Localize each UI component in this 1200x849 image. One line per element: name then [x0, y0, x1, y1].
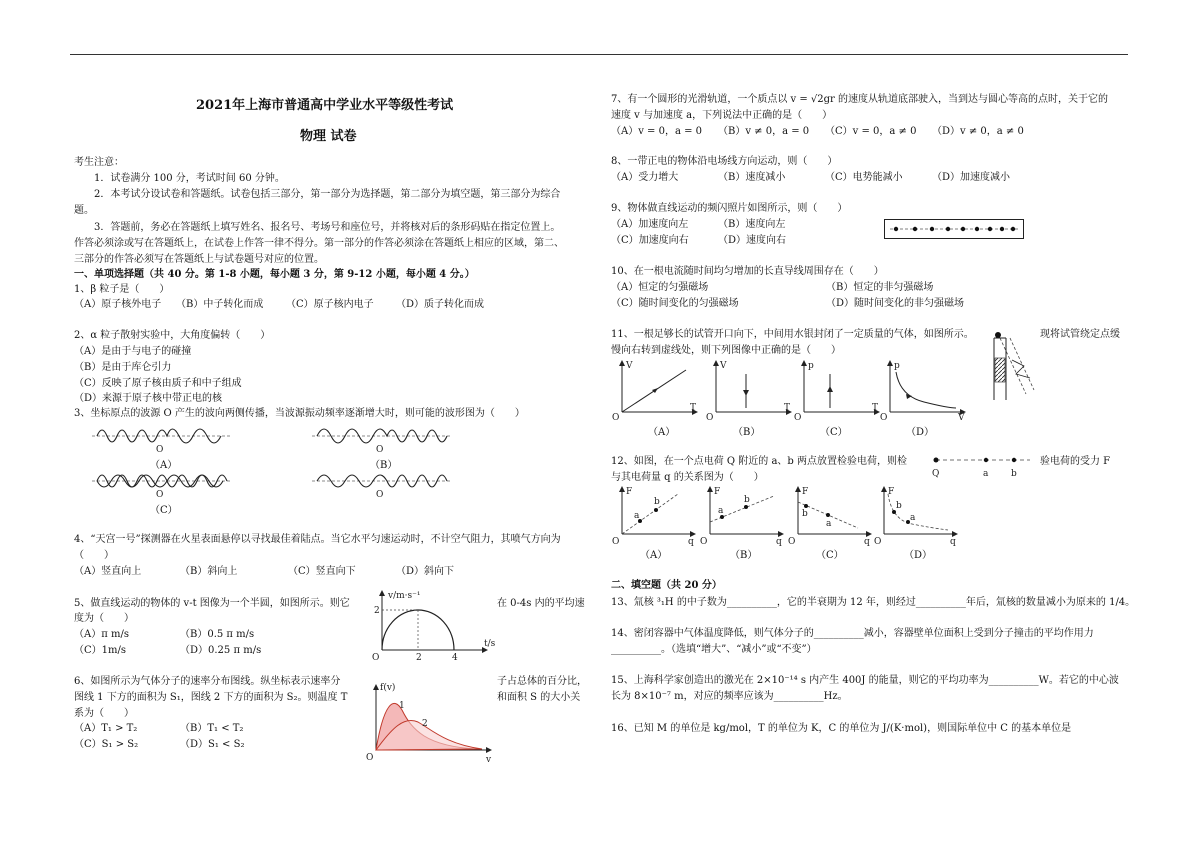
q3-label-c: （C） [150, 505, 178, 516]
q4-option-d: （D）斜向下 [396, 566, 455, 577]
q6-option-c: （C）S₁ > S₂ [74, 739, 139, 750]
q7-stem-cont: 速度 v 与加速度 a，下列说法中正确的是（ ） [611, 110, 833, 121]
svg-text:O: O [156, 445, 164, 455]
q12-graph-d [874, 486, 958, 547]
q2-stem: 2、α 粒子散射实验中，大角度偏转（ ） [74, 330, 271, 341]
q1-option-b: （B）中子转化而成 [176, 299, 264, 310]
notes-heading: 考生注意： [74, 157, 124, 168]
q12d-F: F [888, 487, 895, 497]
q3-stem: 3、坐标原点的波源 O 产生的波向两侧传播，当波源振动频率逐渐增大时，则可能的波形图为（ ） [74, 408, 525, 419]
q5-stem: 5、做直线运动的物体的 v-t 图像为一个半圆，如图所示。则它 [74, 598, 350, 609]
q11-stem-cont: 慢向右转到虚线处，则下列图像中正确的是（ ） [611, 345, 841, 356]
top-rule [70, 54, 1128, 55]
q12-stem-right: 验电荷的受力 F [1040, 456, 1111, 467]
q9-option-a: （A）加速度向左 [611, 219, 689, 230]
q12-label-b: （B） [730, 550, 758, 561]
q8-option-c: （C）电势能减小 [825, 172, 903, 183]
q4-option-a: （A）竖直向上 [74, 566, 142, 577]
q1-option-a: （A）原子核外电子 [74, 299, 162, 310]
q2-option-a: （A）是由于与电子的碰撞 [74, 346, 192, 357]
q12b-q: q [776, 537, 782, 547]
q12b-F: F [714, 487, 721, 497]
q5-vt-graph [370, 590, 496, 663]
q12a-O: O [612, 537, 620, 547]
q4-option-c: （C）竖直向下 [288, 566, 356, 577]
q11-label-a: （A） [648, 427, 676, 438]
q5-origin: O [372, 653, 380, 663]
note-3-cont2: 三部分的作答必须写在答题纸上与试卷题号对应的位置。 [74, 254, 324, 265]
q9-stem: 9、物体做直线运动的频闪照片如图所示，则（ ） [611, 203, 848, 214]
q15-line1: 15、上海科学家创造出的激光在 2×10⁻¹⁴ s 内产生 400J 的能量，则它的平均功率为__________W。若它的中心波 [611, 675, 1119, 686]
q12d-a: a [910, 513, 916, 523]
q6-curve-1-label: 1 [399, 701, 405, 711]
q6-xlabel: v [486, 755, 492, 765]
q2-option-d: （D）来源于原子核中带正电的核 [74, 393, 223, 404]
q6-option-d: （D）S₁ < S₂ [180, 739, 245, 750]
q8-option-a: （A）受力增大 [611, 172, 679, 183]
q4-stem: 4、“天宫一号”探测器在火星表面悬停以寻找最佳着陆点。当它水平匀速运动时，不计空气阻力，其喷气方向为 [74, 534, 561, 545]
q5-option-a: （A）π m/s [74, 629, 129, 640]
q12b-b: b [744, 495, 750, 505]
q10-option-c: （C）随时间变化的匀强磁场 [611, 298, 739, 309]
q6-option-a: （A）T₁ > T₂ [74, 723, 138, 734]
q3-wave-d [312, 467, 452, 503]
q11-stem-right: 现将试管绕定点缓 [1040, 329, 1120, 340]
q7-option-d: （D）v ≠ 0，a ≠ 0 [932, 126, 1024, 137]
q5-ylabel: v/m·s⁻¹ [388, 591, 421, 601]
q2-option-b: （B）是由于库仑引力 [74, 362, 172, 373]
q6-stem-right: 子占总体的百分比， [497, 676, 587, 687]
q12c-F: F [802, 487, 809, 497]
q6-stem-cont2: 系为（ ） [74, 708, 134, 719]
note-3-cont1: 作答必须涂或写在答题纸上，在试卷上作答一律不得分。第一部分的作答必须涂在答题纸上相应的区域，第二、 [74, 238, 564, 249]
q5-option-b: （B）0.5 π m/s [180, 629, 255, 640]
q12-graph-a [612, 486, 696, 547]
q11c-origin: O [794, 413, 802, 423]
q8-stem: 8、一带正电的物体沿电场线方向运动，则（ ） [611, 156, 838, 167]
q5-option-c: （C）1m/s [74, 645, 126, 656]
svg-text:O: O [376, 490, 384, 500]
q6-origin: O [366, 753, 374, 763]
q12-graph-b [700, 486, 784, 547]
note-3: 3．答题前，务必在答题纸上填写姓名、报名号、考场号和座位号，并将核对后的条形码贴在指定位置上。 [94, 222, 561, 233]
q12-label-c: （C） [816, 550, 844, 561]
q14-line2: __________。（选填“增大”、“减小”或“不变”） [611, 644, 817, 655]
q11-label-c: （C） [820, 427, 848, 438]
q6-stem-cont-right: 和面积 S 的大小关 [497, 692, 581, 703]
exam-title: 2021年上海市普通高中学业水平等级性考试 [196, 98, 454, 113]
q11-label-b: （B） [733, 427, 761, 438]
q5-xtick-2: 2 [416, 653, 422, 663]
note-1: 1．试卷满分 100 分，考试时间 60 分钟。 [94, 173, 285, 184]
q12-label-a: （A） [640, 550, 668, 561]
q6-stem-cont: 图线 1 下方的面积为 S₁，图线 2 下方的面积为 S₂。则温度 T [74, 692, 348, 703]
q12b-O: O [700, 537, 708, 547]
q1-option-d: （D）质子转化而成 [396, 299, 485, 310]
q5-xtick-4: 4 [452, 653, 458, 663]
note-2: 2．本考试分设试卷和答题纸。试卷包括三部分，第一部分为选择题，第二部分为填空题，第三部分为综合 [94, 189, 561, 200]
q11d-xlabel: V [958, 413, 965, 423]
section-1-heading: 一、单项选择题（共 40 分。第 1-8 小题，每小题 3 分，第 9-12 小题，每小题 4 分。） [74, 269, 475, 280]
q11a-ylabel: V [626, 361, 633, 371]
q7-option-c: （C）v = 0，a ≠ 0 [825, 126, 917, 137]
q15-line2: 长为 8×10⁻⁷ m，对应的频率应该为__________Hz。 [611, 691, 848, 702]
q1-option-c: （C）原子核内电子 [286, 299, 374, 310]
q9-option-d: （D）速度向右 [718, 235, 787, 246]
q12-label-d: （D） [904, 550, 933, 561]
q12d-b: b [896, 501, 902, 511]
q3-label-b: （B） [370, 460, 398, 471]
q12c-b: b [802, 509, 808, 519]
q11c-xlabel: T [872, 403, 879, 413]
q11d-origin: O [880, 413, 888, 423]
q11-stem: 11、一根足够长的试管开口向下，中间用水银封闭了一定质量的气体，如图所示。 [611, 329, 974, 340]
q11b-origin: O [706, 413, 714, 423]
q11b-xlabel: T [784, 403, 791, 413]
svg-text:O: O [376, 445, 384, 455]
q11-label-d: （D） [906, 427, 935, 438]
q3-wave-c [92, 467, 232, 503]
q12-stem-cont: 与其电荷量 q 的关系图为（ ） [611, 472, 764, 483]
q11-graph-a [612, 360, 698, 422]
q6-distribution-graph [366, 682, 496, 765]
q11d-ylabel: p [894, 361, 900, 371]
note-2-cont: 题。 [74, 205, 94, 216]
q11b-ylabel: V [720, 361, 727, 371]
q3-wave-a [92, 420, 232, 456]
q11a-xlabel: T [690, 403, 697, 413]
q8-option-d: （D）加速度减小 [932, 172, 1011, 183]
q12b-a: a [718, 506, 724, 516]
q10-option-b: （B）恒定的非匀强磁场 [826, 282, 934, 293]
q3-label-a: （A） [150, 460, 178, 471]
q3-wave-b [312, 420, 452, 456]
q5-ytick-2: 2 [374, 606, 380, 616]
q11a-origin: O [612, 413, 620, 423]
q7-option-a: （A）v = 0，a = 0 [611, 126, 703, 137]
q10-option-a: （A）恒定的匀强磁场 [611, 282, 709, 293]
q4-option-b: （B）斜向上 [180, 566, 238, 577]
q2-option-c: （C）反映了原子核由质子和中子组成 [74, 378, 242, 389]
q16-line1: 16、已知 M 的单位是 kg/mol，T 的单位为 K，C 的单位为 J/(K·mol)，则国际单位中 C 的基本单位是 [611, 723, 1072, 734]
q12-Q-label: Q [932, 469, 940, 479]
q12-a-label: a [983, 469, 989, 479]
q5-stem-right: 在 0-4s 内的平均速 [497, 598, 585, 609]
q12c-O: O [788, 537, 796, 547]
q12d-q: q [950, 537, 956, 547]
q10-option-d: （D）随时间变化的非匀强磁场 [826, 298, 965, 309]
q11-graph-b [706, 360, 792, 422]
q8-option-b: （B）速度减小 [718, 172, 786, 183]
q6-stem: 6、如图所示为气体分子的速率分布图线。纵坐标表示速率分 [74, 676, 341, 687]
q10-stem: 10、在一根电流随时间均匀增加的长直导线周围存在（ ） [611, 266, 884, 277]
q7-stem: 7、有一个圆形的光滑轨道，一个质点以 v = √2gr 的速度从轨道底部驶入，当到达与圆心等高的点时，关于它的 [611, 94, 1109, 105]
q9-strobe-photo [884, 219, 1024, 239]
q5-xlabel: t/s [484, 639, 496, 649]
q12-b-label: b [1011, 469, 1017, 479]
q13-text: 13、氚核 ³₁H 的中子数为__________，它的半衰期为 12 年，则经过__________年后，氚核的数量减小为原来的 1/4。 [611, 597, 1136, 608]
exam-subtitle: 物理 试卷 [300, 129, 357, 144]
q12c-a: a [826, 519, 832, 529]
q12a-b: b [654, 497, 660, 507]
q14-line1: 14、密闭容器中气体温度降低，则气体分子的__________减小，容器壁单位面积上受到分子撞击的平均作用力 [611, 628, 1094, 639]
q6-ylabel: f(v) [380, 683, 396, 693]
q5-option-d: （D）0.25 π m/s [180, 645, 262, 656]
q12a-q: q [688, 537, 694, 547]
section-2-heading: 二、填空题（共 20 分） [611, 580, 722, 591]
q1-stem: 1、β 粒子是（ ） [74, 284, 170, 295]
q11-test-tube-figure [986, 330, 1034, 402]
q4-stem-cont: （ ） [74, 550, 114, 561]
q12c-q: q [864, 537, 870, 547]
q6-curve-2-label: 2 [422, 719, 428, 729]
q12d-O: O [874, 537, 882, 547]
svg-text:O: O [156, 490, 164, 500]
q7-option-b: （B）v ≠ 0，a = 0 [718, 126, 810, 137]
q11c-ylabel: p [808, 361, 814, 371]
q9-option-b: （B）速度向左 [718, 219, 786, 230]
q12a-F: F [626, 487, 633, 497]
q12-stem: 12、如图，在一个点电荷 Q 附近的 a、b 两点放置检验电荷，则检 [611, 456, 908, 467]
q12a-a: a [634, 511, 640, 521]
q9-option-c: （C）加速度向右 [611, 235, 689, 246]
q6-option-b: （B）T₁ < T₂ [180, 723, 244, 734]
q11-graph-c [794, 360, 880, 422]
q12-charge-line [930, 452, 1036, 480]
q11-graph-d [880, 360, 966, 422]
q5-stem-cont: 度为（ ） [74, 613, 134, 624]
q12-graph-c [788, 486, 872, 547]
